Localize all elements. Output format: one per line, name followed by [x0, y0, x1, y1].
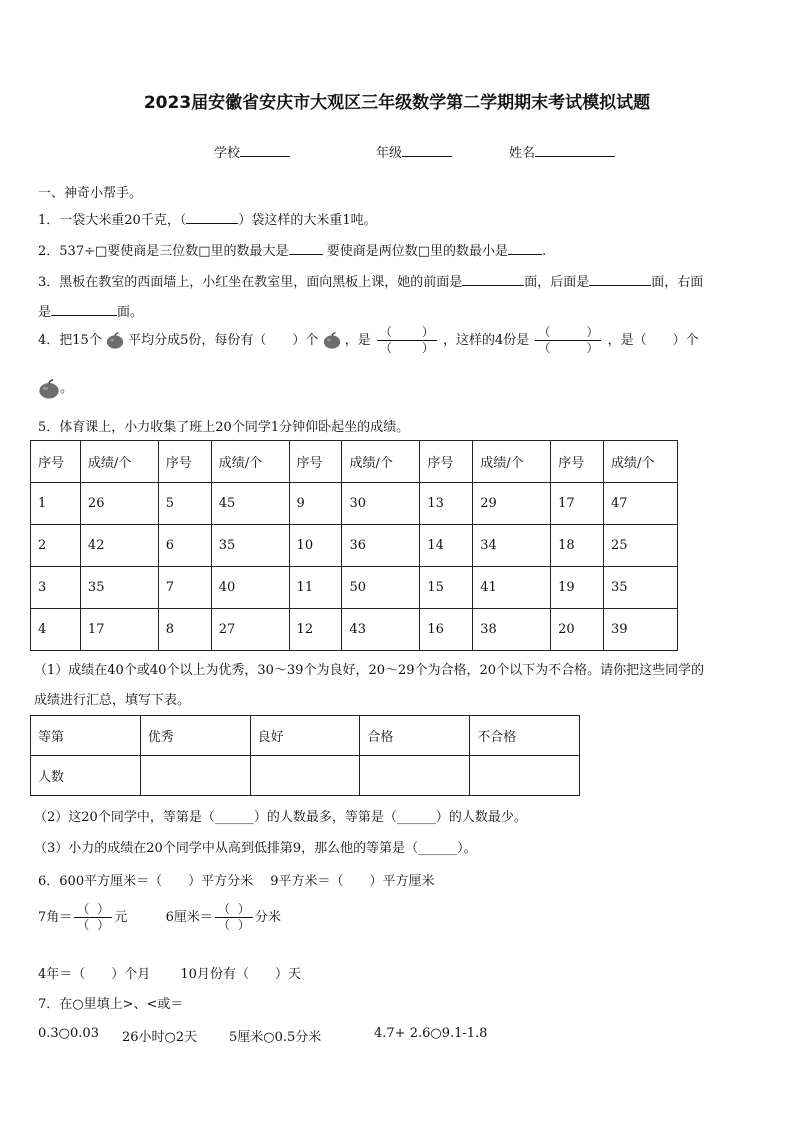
- score-cell: 13: [420, 483, 473, 525]
- paren-right: ）: [421, 341, 434, 355]
- q7-item: 26小时○2天: [122, 1030, 198, 1045]
- q6-text-cm: 6厘米＝: [165, 910, 213, 925]
- score-cell: 1: [31, 483, 81, 525]
- q5-sub2: （2）这20个同学中，等第是（______）的人数最多，等第是（______）的人数最少。: [34, 810, 527, 825]
- score-cell: 40: [211, 567, 289, 609]
- q7-item: 4.7+ 2.6○9.1-1.8: [374, 1026, 488, 1041]
- page-title: 2023届安徽省安庆市大观区三年级数学第二学期期末考试模拟试题: [143, 93, 651, 113]
- score-cell: 10: [289, 525, 342, 567]
- score-cell: 11: [289, 567, 342, 609]
- q4-text-c: ，是: [344, 333, 371, 348]
- q3-text-b: 面，后面是: [524, 275, 590, 290]
- q1-text-b: ）袋这样的大米重1吨。: [238, 213, 377, 228]
- score-cell: 16: [420, 609, 473, 651]
- question-2: [38, 240, 546, 259]
- summary-input-cell[interactable]: [360, 756, 470, 796]
- score-header-cell: 成绩/个: [211, 441, 289, 483]
- score-cell: 42: [80, 525, 158, 567]
- q4-text-a: 4．把15个: [38, 333, 102, 348]
- summary-header-cell: 不合格: [470, 716, 580, 756]
- q4-text-f: 。: [60, 381, 74, 396]
- score-cell: 3: [31, 567, 81, 609]
- score-cell: 19: [551, 567, 604, 609]
- name-blank[interactable]: [535, 144, 615, 157]
- score-cell: 50: [342, 567, 420, 609]
- score-cell: 5: [158, 483, 211, 525]
- q4-text-d: ，这样的4份是: [443, 333, 530, 348]
- score-cell: 20: [551, 609, 604, 651]
- q4-text-b: 平均分成5份，每份有（ ）个: [128, 333, 319, 348]
- q4-fraction-1[interactable]: [377, 325, 437, 356]
- school-label: 学校: [214, 146, 241, 161]
- score-cell: 34: [473, 525, 551, 567]
- score-row: [31, 525, 678, 567]
- q6-text-dm: 分米: [254, 910, 281, 925]
- summary-header-cell: 合格: [360, 716, 470, 756]
- school-blank[interactable]: [240, 144, 290, 157]
- paren-right: ）: [421, 325, 434, 339]
- paren-left: （: [538, 341, 551, 355]
- q6-fraction-yuan[interactable]: [74, 902, 112, 933]
- paren-right: ）: [237, 902, 250, 916]
- paren-left: （: [217, 902, 230, 916]
- score-cell: 39: [604, 609, 678, 651]
- paren-left: （: [77, 918, 90, 932]
- score-cell: 12: [289, 609, 342, 651]
- paren-left: （: [217, 918, 230, 932]
- summary-header-cell: 等第: [31, 716, 141, 756]
- question-6-line-1: 6．600平方厘米＝（ ）平方分米 9平方米＝（ ）平方厘米: [38, 874, 435, 889]
- score-cell: 27: [211, 609, 289, 651]
- paren-right: ）: [237, 918, 250, 932]
- q3-text-e: 面。: [117, 305, 144, 320]
- paren-right: ）: [97, 902, 110, 916]
- score-table: [30, 440, 678, 651]
- summary-row-label: 人数: [31, 756, 141, 796]
- q7-item: 5厘米○0.5分米: [229, 1030, 322, 1045]
- section-heading: 一、神奇小帮手。: [38, 186, 143, 201]
- score-cell: 30: [342, 483, 420, 525]
- score-cell: 18: [551, 525, 604, 567]
- apple-icon: [106, 332, 124, 349]
- q1-text-a: 1．一袋大米重20千克，（: [38, 213, 187, 228]
- paren-left: （: [77, 902, 90, 916]
- score-row: [31, 567, 678, 609]
- score-cell: 6: [158, 525, 211, 567]
- summary-header-cell: 优秀: [140, 716, 250, 756]
- score-header-cell: 成绩/个: [342, 441, 420, 483]
- score-cell: 7: [158, 567, 211, 609]
- summary-table: [30, 715, 580, 796]
- paren-right: ）: [586, 325, 599, 339]
- score-header-cell: 序号: [420, 441, 473, 483]
- score-cell: 35: [604, 567, 678, 609]
- score-header-cell: 成绩/个: [80, 441, 158, 483]
- q3-text-a: 3．黑板在教室的西面墙上，小红坐在教室里，面向黑板上课，她的前面是: [38, 275, 463, 290]
- score-header-cell: 序号: [551, 441, 604, 483]
- q2-text-a: 2．537÷□要使商是三位数□里的数最大是: [38, 244, 289, 259]
- apple-icon: [323, 332, 341, 349]
- score-header-cell: 成绩/个: [604, 441, 678, 483]
- score-cell: 47: [604, 483, 678, 525]
- score-cell: 29: [473, 483, 551, 525]
- q5-sub1-line-2: 成绩进行汇总，填写下表。: [34, 693, 191, 708]
- score-cell: 14: [420, 525, 473, 567]
- score-cell: 26: [80, 483, 158, 525]
- score-row: [31, 483, 678, 525]
- score-cell: 25: [604, 525, 678, 567]
- question-4-line-2: [38, 377, 73, 399]
- score-cell: 9: [289, 483, 342, 525]
- q3-blank-front[interactable]: [462, 273, 524, 286]
- score-header-cell: 序号: [289, 441, 342, 483]
- score-row: [31, 609, 678, 651]
- summary-input-cell[interactable]: [140, 756, 250, 796]
- score-cell: 43: [342, 609, 420, 651]
- grade-label: 年级: [376, 146, 403, 161]
- q1-blank[interactable]: [186, 211, 238, 224]
- q3-blank-right[interactable]: [51, 303, 117, 316]
- score-cell: 35: [80, 567, 158, 609]
- score-cell: 45: [211, 483, 289, 525]
- q6-text-yuan: 元: [114, 910, 128, 925]
- score-cell: 8: [158, 609, 211, 651]
- q5-sub1-line-1: （1）成绩在40个或40个以上为优秀，30～39个为良好，20～29个为合格，20个以下为不合格。请你把这些同学的: [34, 663, 705, 678]
- q6-text-jiao: 7角＝: [38, 910, 73, 925]
- paren-left: （: [538, 325, 551, 339]
- apple-icon: [38, 379, 60, 399]
- summary-count-row: [31, 756, 580, 796]
- score-header-cell: 序号: [31, 441, 81, 483]
- summary-input-cell[interactable]: [250, 756, 360, 796]
- q2-text-b: 要使商是两位数□里的数最小是: [326, 244, 508, 259]
- summary-header-row: [31, 716, 580, 756]
- score-header-cell: 成绩/个: [473, 441, 551, 483]
- question-6-line-3: 4年＝（ ）个月 10月份有（ ）天: [38, 967, 301, 982]
- name-label: 姓名: [509, 146, 536, 161]
- q7-item: 0.3○0.03: [38, 1026, 99, 1041]
- paren-left: （: [379, 325, 392, 339]
- question-3-line-1: [38, 271, 703, 290]
- school-field: [214, 142, 290, 161]
- question-5-intro: 5．体育课上，小力收集了班上20个同学1分钟仰卧起坐的成绩。: [38, 420, 410, 435]
- paren-left: （: [379, 341, 392, 355]
- grade-blank[interactable]: [402, 144, 452, 157]
- score-cell: 41: [473, 567, 551, 609]
- score-cell: 4: [31, 609, 81, 651]
- score-cell: 2: [31, 525, 81, 567]
- score-cell: 35: [211, 525, 289, 567]
- q2-blank-2[interactable]: [508, 242, 542, 255]
- question-1: [38, 209, 377, 228]
- score-header-cell: 序号: [158, 441, 211, 483]
- score-header-row: [31, 441, 678, 483]
- question-7: 7．在○里填上>、<或＝: [38, 997, 184, 1012]
- score-cell: 17: [551, 483, 604, 525]
- question-4: [38, 325, 699, 356]
- q2-text-c: .: [541, 244, 547, 259]
- summary-header-cell: 良好: [250, 716, 360, 756]
- paren-right: ）: [97, 918, 110, 932]
- score-cell: 36: [342, 525, 420, 567]
- q5-sub3: （3）小力的成绩在20个同学中从高到低排第9，那么他的等第是（______）。: [34, 841, 477, 856]
- question-3-line-2: [38, 301, 143, 320]
- score-cell: 38: [473, 609, 551, 651]
- paren-right: ）: [586, 341, 599, 355]
- q4-fraction-2[interactable]: [535, 325, 601, 356]
- q3-text-c: 面，右面: [651, 275, 704, 290]
- q4-text-e: ，是（ ）个: [607, 333, 699, 348]
- q6-fraction-dm[interactable]: [215, 902, 253, 933]
- name-field: [509, 142, 615, 161]
- q3-blank-back[interactable]: [589, 273, 651, 286]
- score-cell: 17: [80, 609, 158, 651]
- grade-field: [376, 142, 452, 161]
- q3-text-d: 是: [38, 305, 52, 320]
- summary-input-cell[interactable]: [470, 756, 580, 796]
- score-cell: 15: [420, 567, 473, 609]
- q2-blank-1[interactable]: [289, 242, 323, 255]
- question-6-line-2: [38, 902, 281, 933]
